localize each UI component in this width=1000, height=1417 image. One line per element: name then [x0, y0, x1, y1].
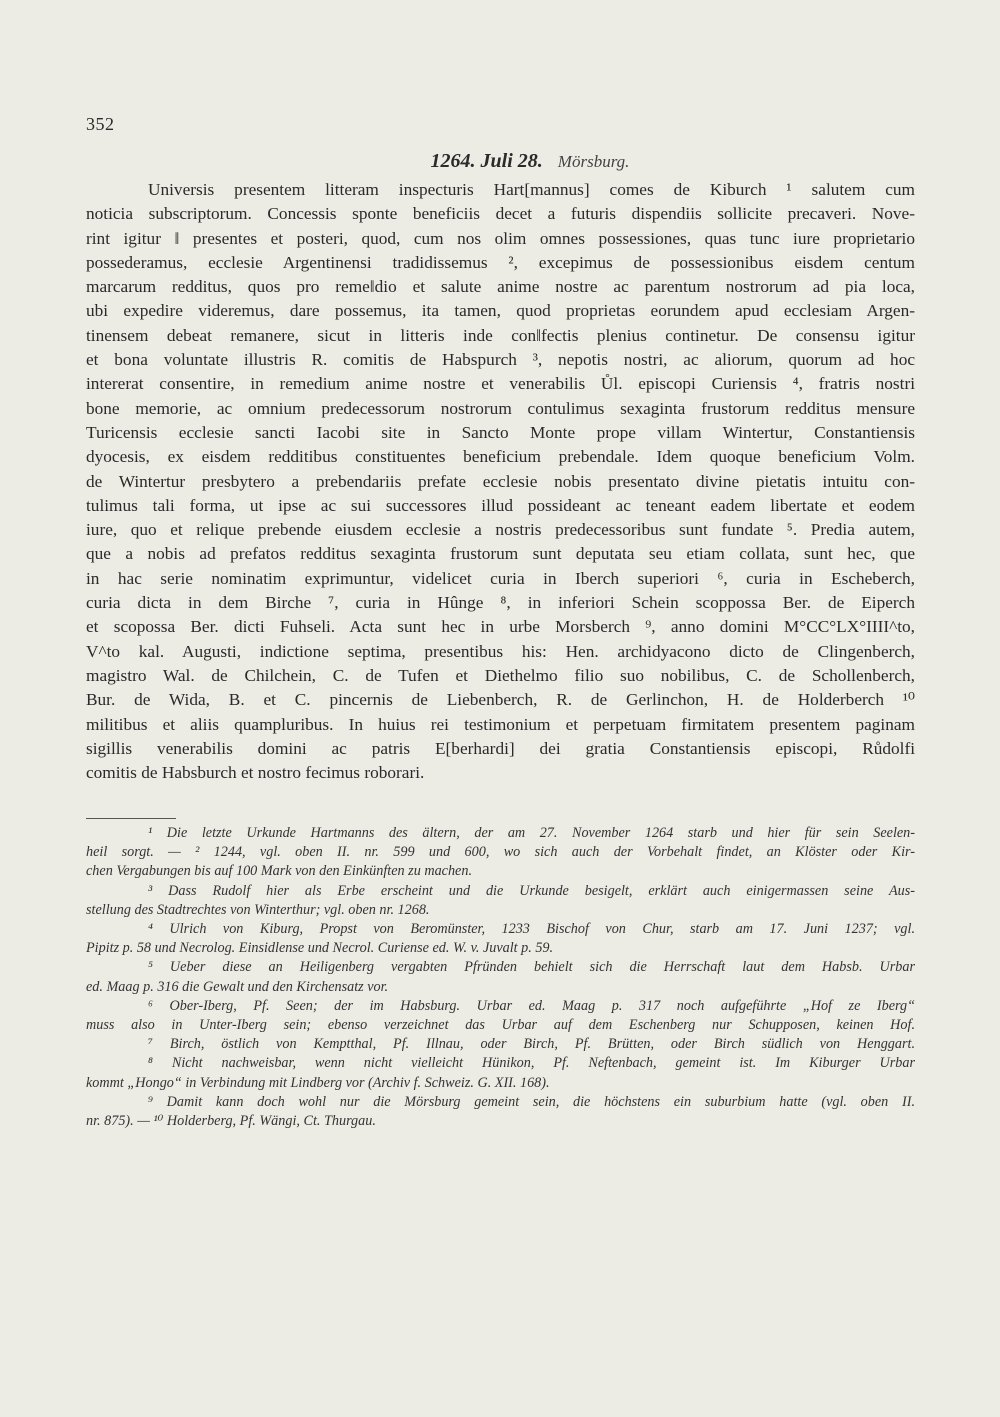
text-line: militibus et aliis quampluribus. In huius rei testimonium et perpetuam firmitatem presentem paginam — [86, 714, 915, 734]
text-line: intererat consentire, in remedium anime nostre et venerabilis Ůl. episcopi Curiensis ⁴, fratris nostri — [86, 374, 915, 394]
charter-text — [86, 178, 915, 785]
text-line: possederamus, ecclesie Argentinensi tradidissemus ², excepimus de possessionibus eisdem centum — [86, 252, 915, 272]
text-line: et scopossa Ber. dicti Fuhseli. Acta sunt hec in urbe Morsberch ⁹, anno domini M°CC°LX°IIII^to, — [86, 617, 915, 637]
footnote-line: muss also in Unter-Iberg sein; ebenso verzeichnet das Urbar auf dem Eschenberg nur Schupposen, keinen Hof. — [86, 1017, 915, 1034]
text-line: marcarum redditus, quos pro reme‖dio et salute anime nostre ac parentum nostrorum ad pia loca, — [86, 277, 915, 297]
page-number: 352 — [86, 114, 115, 134]
text-line: de Wintertur presbytero a prebendariis prefate ecclesie nobis presentato divine pietatis intuitu con- — [86, 471, 915, 491]
footnote-line: ³ Dass Rudolf hier als Erbe erscheint und die Urkunde besigelt, erklärt auch einigermassen seine Aus- — [148, 882, 915, 899]
footnote-line: heil sorgt. — ² 1244, vgl. oben II. nr. 599 und 600, wo sich auch der Vorbehalt findet, an Klöster oder Kir- — [86, 844, 915, 861]
footnote-line: ⁵ Ueber diese an Heiligenberg vergabten Pfründen behielt sich die Herrschaft laut dem Habsb. Urbar — [148, 959, 915, 976]
document-heading — [0, 150, 1000, 173]
footnotes — [86, 824, 915, 1131]
text-line: in hac serie nominatim exprimuntur, videlicet curia in Iberch superiori ⁶, curia in Escheberch, — [86, 568, 915, 588]
text-line: rint igitur ‖ presentes et posteri, quod, cum nos olim omnes possessiones, quas tunc iure proprietario — [86, 228, 915, 248]
text-line: comitis de Habsburch et nostro fecimus roborari. — [86, 763, 425, 783]
text-line: Turicensis ecclesie sancti Iacobi site in Sancto Monte prope villam Wintertur, Constantiensis — [86, 422, 915, 442]
text-line: bone memorie, ac omnium predecessorum nostrorum contulimus sexaginta frustorum redditus mensure — [86, 398, 915, 418]
text-line: curia dicta in dem Birche ⁷, curia in Hûnge ⁸, in inferiori Schein scoppossa Ber. de Eiperch — [86, 593, 915, 613]
footnote-line: ⁷ Birch, östlich von Kemptthal, Pf. Illnau, oder Birch, Pf. Brütten, oder Birch südlich von Henggart. — [148, 1036, 915, 1053]
text-line: magistro Wal. de Chilchein, C. de Tufen et Diethelmo filio suo nobilibus, C. de Schollenberch, — [86, 665, 915, 685]
text-line: V^to kal. Augusti, indictione septima, presentibus his: Hen. archidyacono dicto de Clingenberch, — [86, 641, 915, 661]
text-line: ubi expedire videremus, dare possemus, ita tamen, quod proprietas eorundem apud ecclesiam Argen- — [86, 301, 915, 321]
heading-date: 1264. Juli 28. — [430, 150, 543, 172]
text-line: que a nobis ad prefatos redditus sexaginta frustorum sunt deputata seu etiam collata, sunt hec, que — [86, 544, 915, 564]
text-line: sigillis venerabilis domini ac patris E[berhardi] dei gratia Constantiensis episcopi, Růdolfi — [86, 738, 915, 758]
footnote-line: ⁸ Nicht nachweisbar, wenn nicht vielleicht Hünikon, Pf. Neftenbach, gemeint ist. Im Kiburger Urbar — [148, 1055, 915, 1072]
footnote-divider — [86, 818, 176, 819]
text-line: noticia subscriptorum. Concessis sponte beneficiis decet a futuris dispendiis sollicite precaveri. Nove- — [86, 204, 915, 224]
footnote-line: ¹ Die letzte Urkunde Hartmanns des ältern, der am 27. November 1264 starb und hier für sein Seelen- — [148, 825, 915, 841]
footnote-line: ⁴ Ulrich von Kiburg, Propst von Beromünster, 1233 Bischof von Chur, starb am 17. Juni 1237; vgl. — [148, 921, 915, 938]
text-line: Universis presentem litteram inspecturis Hart[mannus] comes de Kiburch ¹ salutem cum — [148, 180, 915, 199]
text-line: Bur. de Wida, B. et C. pincernis de Liebenberch, R. de Gerlinchon, H. de Holderberch ¹⁰ — [86, 690, 915, 710]
footnote-line: nr. 875). — ¹⁰ Holderberg, Pf. Wängi, Ct. Thurgau. — [86, 1113, 376, 1130]
footnote-line: ⁶ Ober-Iberg, Pf. Seen; der im Habsburg. Urbar ed. Maag p. 317 noch aufgeführte „Hof ze Iberg“ — [148, 997, 915, 1014]
footnote-line: chen Vergabungen bis auf 100 Mark von den Einkünften zu machen. — [86, 863, 472, 880]
footnote-line: kommt „Hongo“ in Verbindung mit Lindberg vor (Archiv f. Schweiz. G. XII. 168). — [86, 1074, 550, 1091]
text-line: iure, quo et relique prebende eiusdem ecclesie a nostris predecessoribus sunt fundate ⁵. Predia autem, — [86, 520, 915, 540]
footnote-line: stellung des Stadtrechtes von Winterthur; vgl. oben nr. 1268. — [86, 901, 430, 918]
footnote-line: Pipitz p. 58 und Necrolog. Einsidlense und Necrol. Curiense ed. W. v. Juvalt p. 59. — [86, 940, 554, 957]
text-line: tinensem debeat remanere, sicut in litteris inde con‖fectis plenius continetur. De consensu igitur — [86, 325, 915, 345]
footnote-line: ed. Maag p. 316 die Gewalt und den Kirchensatz vor. — [86, 978, 389, 995]
footnote-line: ⁹ Damit kann doch wohl nur die Mörsburg gemeint sein, die höchstens ein suburbium hatte (vgl. oben II. — [148, 1093, 915, 1110]
text-line: dyocesis, ex eisdem redditibus constituentes beneficium prebendale. Idem quoque beneficium Volm. — [86, 447, 915, 467]
heading-place: Mörsburg. — [557, 152, 630, 171]
text-line: tulimus tali forma, ut ipse ac sui successores illud possideant ac teneant eadem libertate et eodem — [86, 495, 915, 515]
text-line: et bona voluntate illustris R. comitis de Habspurch ³, nepotis nostri, ac aliorum, quorum ad hoc — [86, 350, 915, 370]
